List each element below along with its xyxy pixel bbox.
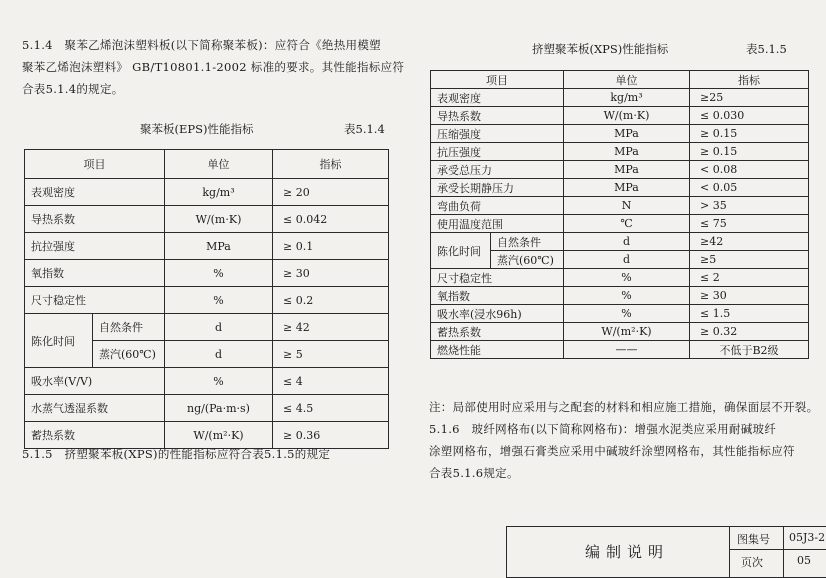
header-cell: 单位 bbox=[564, 71, 690, 89]
value-cell: > 35 bbox=[690, 197, 809, 215]
atlas-number-value: 05J3-2 bbox=[789, 531, 826, 544]
unit-cell: % bbox=[564, 305, 690, 323]
unit-cell: d bbox=[165, 341, 273, 368]
aging-label-cell: 陈化时间 bbox=[431, 233, 491, 269]
item-cell: 抗拉强度 bbox=[25, 233, 165, 260]
paragraph-line: 合表5.1.6规定。 bbox=[429, 466, 519, 480]
eps-table-number: 表5.1.4 bbox=[344, 122, 385, 136]
item-cell: 承受长期静压力 bbox=[431, 179, 564, 197]
value-cell: ≥ 0.15 bbox=[690, 125, 809, 143]
eps-table bbox=[24, 149, 389, 449]
table-row bbox=[431, 179, 809, 197]
item-cell: 自然条件 bbox=[93, 314, 165, 341]
value-cell: 不低于B2级 bbox=[690, 341, 809, 359]
xps-table bbox=[430, 70, 809, 359]
value-cell: ≥ 0.15 bbox=[690, 143, 809, 161]
unit-cell: N bbox=[564, 197, 690, 215]
item-cell: 氧指数 bbox=[25, 260, 165, 287]
unit-cell: MPa bbox=[165, 233, 273, 260]
unit-cell: W/(m²·K) bbox=[564, 323, 690, 341]
item-cell: 使用温度范围 bbox=[431, 215, 564, 233]
table-header-row bbox=[431, 71, 809, 89]
table-row bbox=[431, 305, 809, 323]
value-cell: ≥42 bbox=[690, 233, 809, 251]
table-row bbox=[431, 107, 809, 125]
paragraph-line: 聚苯乙烯泡沫塑料》 GB/T10801.1-2002 标准的要求。其性能指标应符 bbox=[22, 60, 405, 74]
item-cell: 弯曲负荷 bbox=[431, 197, 564, 215]
item-cell: 导热系数 bbox=[25, 206, 165, 233]
divider bbox=[783, 527, 784, 577]
unit-cell: MPa bbox=[564, 143, 690, 161]
item-cell: 表观密度 bbox=[431, 89, 564, 107]
item-cell: 自然条件 bbox=[491, 233, 564, 251]
value-cell: < 0.05 bbox=[690, 179, 809, 197]
paragraph-line: 涂塑网格布，增强石膏类应采用中碱玻纤涂塑网格布，其性能指标应符 bbox=[429, 444, 795, 458]
item-cell: 蓄热系数 bbox=[25, 422, 165, 449]
unit-cell: W/(m·K) bbox=[165, 206, 273, 233]
table-row bbox=[431, 233, 809, 251]
divider bbox=[729, 549, 826, 550]
value-cell: < 0.08 bbox=[690, 161, 809, 179]
value-cell: ≤ 0.042 bbox=[273, 206, 389, 233]
note-line: 注：局部使用时应采用与之配套的材料和相应施工措施，确保面层不开裂。 bbox=[429, 400, 819, 414]
item-cell: 水蒸气透湿系数 bbox=[25, 395, 165, 422]
unit-cell: d bbox=[564, 233, 690, 251]
table-row bbox=[431, 161, 809, 179]
divider bbox=[729, 527, 730, 577]
unit-cell: MPa bbox=[564, 161, 690, 179]
paragraph-line: 合表5.1.4的规定。 bbox=[22, 82, 124, 96]
unit-cell: % bbox=[564, 269, 690, 287]
item-cell: 蒸汽(60℃) bbox=[93, 341, 165, 368]
aging-label-cell: 陈化时间 bbox=[25, 314, 93, 368]
item-cell: 尺寸稳定性 bbox=[431, 269, 564, 287]
section-5-1-5-text: 5.1.5 挤塑聚苯板(XPS)的性能指标应符合表5.1.5的规定 bbox=[22, 447, 331, 461]
drawing-title: 编制说明 bbox=[585, 543, 670, 561]
item-cell: 吸水率(V/V) bbox=[25, 368, 165, 395]
section-5-1-4-text bbox=[22, 34, 404, 100]
value-cell: ≥ 0.32 bbox=[690, 323, 809, 341]
table-row bbox=[431, 197, 809, 215]
header-cell: 指标 bbox=[273, 150, 389, 179]
item-cell: 氧指数 bbox=[431, 287, 564, 305]
table-row bbox=[25, 260, 389, 287]
value-cell: ≥25 bbox=[690, 89, 809, 107]
unit-cell: —— bbox=[564, 341, 690, 359]
page-number: 05 bbox=[797, 554, 811, 567]
value-cell: ≤ 1.5 bbox=[690, 305, 809, 323]
table-header-row bbox=[25, 150, 389, 179]
unit-cell: % bbox=[564, 287, 690, 305]
value-cell: ≤ 4.5 bbox=[273, 395, 389, 422]
table-row bbox=[431, 287, 809, 305]
table-row bbox=[431, 215, 809, 233]
table-row bbox=[25, 287, 389, 314]
value-cell: ≥ 42 bbox=[273, 314, 389, 341]
atlas-number-label: 图集号 bbox=[737, 533, 770, 546]
table-row bbox=[25, 179, 389, 206]
unit-cell: d bbox=[564, 251, 690, 269]
value-cell: ≥ 30 bbox=[690, 287, 809, 305]
unit-cell: % bbox=[165, 287, 273, 314]
header-cell: 项目 bbox=[431, 71, 564, 89]
header-cell: 指标 bbox=[690, 71, 809, 89]
unit-cell: d bbox=[165, 314, 273, 341]
value-cell: ≤ 0.030 bbox=[690, 107, 809, 125]
eps-table-caption: 聚苯板(EPS)性能指标 bbox=[140, 122, 254, 136]
unit-cell: kg/m³ bbox=[564, 89, 690, 107]
table-row bbox=[431, 269, 809, 287]
unit-cell: % bbox=[165, 260, 273, 287]
value-cell: ≥5 bbox=[690, 251, 809, 269]
paragraph-line: 5.1.6 玻纤网格布(以下简称网格布)：增强水泥类应采用耐碱玻纤 bbox=[429, 422, 777, 436]
item-cell: 压缩强度 bbox=[431, 125, 564, 143]
value-cell: ≥ 0.1 bbox=[273, 233, 389, 260]
unit-cell: ℃ bbox=[564, 215, 690, 233]
header-cell: 项目 bbox=[25, 150, 165, 179]
unit-cell: % bbox=[165, 368, 273, 395]
item-cell: 尺寸稳定性 bbox=[25, 287, 165, 314]
value-cell: ≤ 0.2 bbox=[273, 287, 389, 314]
title-block bbox=[506, 526, 826, 578]
value-cell: ≥ 5 bbox=[273, 341, 389, 368]
table-row bbox=[431, 323, 809, 341]
item-cell: 燃烧性能 bbox=[431, 341, 564, 359]
value-cell: ≥ 0.36 bbox=[273, 422, 389, 449]
item-cell: 吸水率(浸水96h) bbox=[431, 305, 564, 323]
unit-cell: kg/m³ bbox=[165, 179, 273, 206]
unit-cell: W/(m²·K) bbox=[165, 422, 273, 449]
xps-table-caption: 挤塑聚苯板(XPS)性能指标 bbox=[532, 42, 669, 56]
section-5-1-6-text bbox=[429, 396, 818, 484]
table-row bbox=[25, 395, 389, 422]
unit-cell: MPa bbox=[564, 125, 690, 143]
table-row bbox=[25, 368, 389, 395]
unit-cell: ng/(Pa·m·s) bbox=[165, 395, 273, 422]
value-cell: ≤ 75 bbox=[690, 215, 809, 233]
item-cell: 承受总压力 bbox=[431, 161, 564, 179]
paragraph-line: 5.1.4 聚苯乙烯泡沫塑料板(以下简称聚苯板)：应符合《绝热用模塑 bbox=[22, 38, 381, 52]
item-cell: 蒸汽(60℃) bbox=[491, 251, 564, 269]
page-label: 页次 bbox=[741, 556, 763, 569]
table-row bbox=[431, 143, 809, 161]
unit-cell: W/(m·K) bbox=[564, 107, 690, 125]
xps-table-number: 表5.1.5 bbox=[746, 42, 787, 56]
value-cell: ≥ 30 bbox=[273, 260, 389, 287]
table-row bbox=[431, 125, 809, 143]
value-cell: ≤ 4 bbox=[273, 368, 389, 395]
value-cell: ≤ 2 bbox=[690, 269, 809, 287]
item-cell: 蓄热系数 bbox=[431, 323, 564, 341]
item-cell: 抗压强度 bbox=[431, 143, 564, 161]
table-row bbox=[431, 89, 809, 107]
table-row bbox=[25, 314, 389, 341]
item-cell: 导热系数 bbox=[431, 107, 564, 125]
header-cell: 单位 bbox=[165, 150, 273, 179]
value-cell: ≥ 20 bbox=[273, 179, 389, 206]
table-row bbox=[25, 233, 389, 260]
item-cell: 表观密度 bbox=[25, 179, 165, 206]
table-row bbox=[25, 206, 389, 233]
unit-cell: MPa bbox=[564, 179, 690, 197]
table-row bbox=[431, 341, 809, 359]
